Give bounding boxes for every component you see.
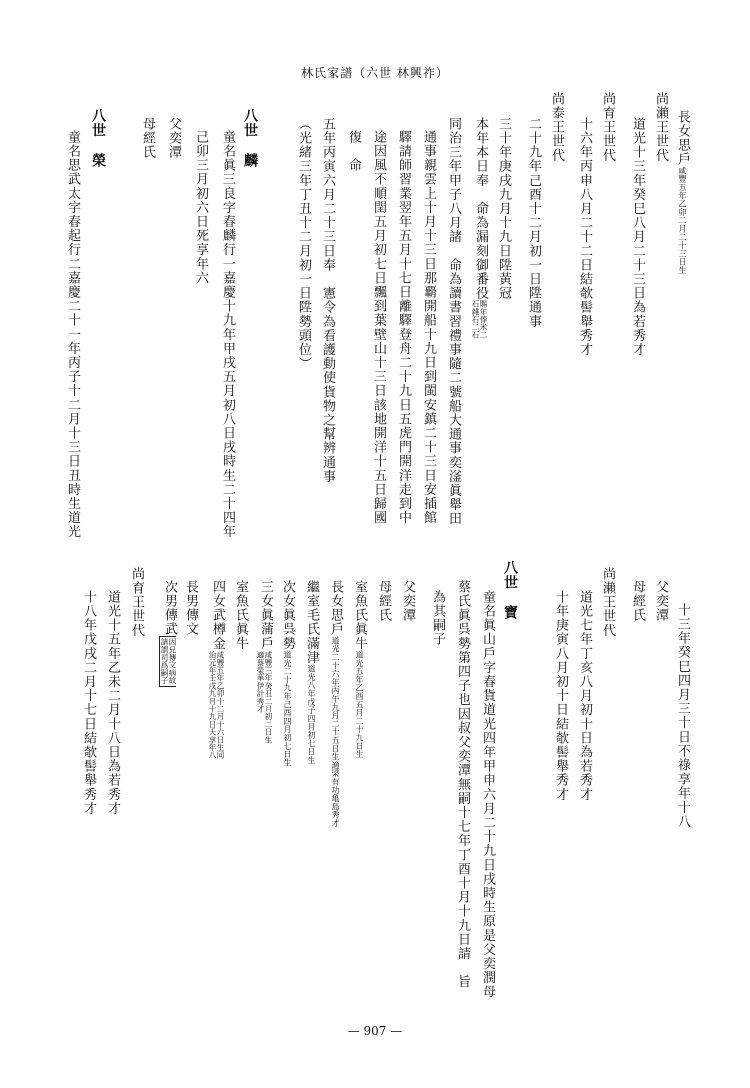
column-text: 母經氏 [140, 117, 155, 160]
upper-column-1 [653, 92, 667, 163]
column-text: 父奕潭 [653, 580, 668, 623]
column-text: 八世 麟 [242, 108, 258, 169]
column-note: 道光二十九年己酉四月初七日生 [283, 650, 292, 767]
column-boxed-note: 因兄傳文病故 請謂司爲嗣子 [160, 638, 177, 685]
column-text: 本年本日奉 命為漏刻御番役 [473, 117, 488, 301]
column-text: 次男傳武 [162, 580, 177, 637]
upper-column-10 [421, 130, 435, 525]
column-text: 尚瀨王世代 [653, 92, 668, 163]
column-text: 長女思戶 [328, 580, 343, 637]
column-text: 同治三年甲子八月諸 命為讀書習禮事隨二號船大通事奕滏眞舉田 [446, 117, 461, 526]
column-text: （光緒三年丁丑十二月初一日陞勢頭位） [296, 117, 311, 371]
upper-column-2 [630, 117, 644, 357]
page-number: — 907 — [347, 1024, 403, 1038]
column-text: 次女眞呉勢 [280, 580, 295, 651]
upper-column-5 [549, 92, 563, 163]
column-note-2: 適梁有功亀島秀才 [331, 760, 340, 828]
upper-column-22 [65, 130, 79, 539]
column-double-note: 咸豐五年乙卯十二月十六日生同 治元年壬戌九月十九日夭享年八 [208, 650, 225, 759]
column-text: 為其嗣子 [430, 590, 445, 647]
upper-column-9 [446, 117, 460, 526]
lower-column-2 [630, 580, 644, 622]
lower-column-16 [256, 580, 272, 743]
column-text: 復 命 [346, 130, 361, 173]
upper-column-21 [91, 108, 105, 168]
column-text: 尚泰王世代 [549, 92, 564, 163]
lower-column-21 [129, 567, 143, 638]
column-text: 道光七年丁亥八月初十日為若秀才 [577, 590, 592, 802]
lower-column-4 [577, 590, 591, 802]
lower-column-3 [600, 567, 614, 638]
column-text: 三十年庚戌九月十九日陞黃冠 [496, 117, 511, 301]
lower-column-5 [553, 590, 567, 802]
lower-column-17 [233, 580, 247, 651]
lower-column-11 [376, 580, 390, 622]
column-double-note: 賜年俸米二 石雜石二石 [471, 300, 488, 339]
column-text: 尚瀨王世代 [600, 567, 615, 638]
column-text: 十六年丙申八月二十二日結欹髻舉秀才 [577, 117, 592, 357]
column-text: 童名眞三良字春麟行一嘉慶十九年甲戌五月初八日戌時生二十四年 [220, 130, 235, 539]
lower-column-14 [304, 580, 318, 764]
column-text: 十八年戊戌二月十七日結欹髻舉秀才 [81, 590, 96, 816]
upper-column-13 [346, 130, 360, 172]
upper-column-6 [526, 117, 540, 329]
upper-column-7 [496, 117, 510, 300]
column-text: 童名眞山戶字春貨道光四年甲申六月二十九日戌時生原是父奕潤母 [480, 590, 495, 999]
lower-column-9 [430, 590, 444, 646]
column-text: 八世 寶 [502, 560, 518, 621]
column-note: 道光八年戊子四月初七日生 [307, 664, 316, 765]
column-text: 十三年癸巳四月三十日不祿享年十八 [675, 603, 690, 829]
lower-column-22 [105, 590, 119, 816]
column-text: 三女眞蒲戶 [258, 580, 273, 651]
lower-column-10 [400, 580, 414, 622]
page-header: 林氏家譜（六世 林興祚） [301, 66, 449, 80]
lower-column-6 [503, 560, 517, 620]
upper-column-11 [396, 130, 410, 525]
lower-column-19 [183, 580, 197, 636]
column-text: 五年丙寅六月二十三日奉 憲令為看護動使貨物之幫辨通事 [320, 117, 335, 484]
lower-column-23 [81, 590, 95, 816]
column-double-note: 咸豐三年癸丑二月初二日生 適蔡榮華伊計秀才 [256, 650, 273, 743]
upper-column-0 [675, 110, 689, 274]
column-text: 通事親雲上十月十三日那覇開船十九日到閩安鎮二十三日安插館 [421, 130, 436, 525]
column-text: 繼室毛氏滿津 [304, 580, 319, 665]
lower-column-20 [159, 580, 176, 687]
column-note: 咸豐五年乙卯二月二十三日生 [678, 166, 687, 275]
column-text: 尚育王世代 [600, 92, 615, 163]
upper-column-16 [243, 108, 257, 168]
upper-column-8 [471, 117, 487, 339]
column-text: 父奕潭 [400, 580, 415, 623]
lower-column-13 [328, 580, 342, 827]
column-text: 驛請師習業翌年五月十七日離驛登舟二十九日五虎門開洋走到中 [396, 130, 411, 525]
column-text: 八世 榮 [90, 108, 106, 169]
lower-column-8 [455, 580, 469, 989]
column-note: 道光五年乙酉五月二十九日生 [355, 650, 364, 759]
upper-column-17 [220, 130, 234, 539]
upper-column-20 [140, 117, 154, 159]
column-text: 長男傳文 [183, 580, 198, 637]
column-text: 母經氏 [376, 580, 391, 623]
lower-column-12 [352, 580, 366, 758]
column-text: 尚育王世代 [129, 567, 144, 638]
lower-column-1 [653, 580, 667, 622]
upper-column-19 [166, 117, 180, 159]
column-text: 己卯三月初六日死享年六 [193, 130, 208, 286]
upper-column-15 [296, 117, 310, 371]
lower-column-15 [280, 580, 294, 767]
column-text: 母經氏 [630, 580, 645, 623]
upper-column-4 [577, 117, 591, 357]
column-text: 道光十五年乙未二月十八日為若秀才 [105, 590, 120, 816]
column-text: 二十九年己酉十二月初一日陞通事 [526, 117, 541, 329]
upper-column-18 [193, 130, 207, 285]
lower-column-18 [208, 580, 224, 758]
column-text: 室魚氏眞牛 [352, 580, 367, 651]
lower-column-7 [480, 590, 494, 999]
column-text: 室魚氏眞牛 [233, 580, 248, 651]
column-text: 四女武樽金 [210, 580, 225, 651]
lower-column-0 [675, 603, 689, 829]
upper-column-12 [371, 130, 385, 525]
column-note: 道光二十六年丙午九月二十五日生 [331, 636, 340, 761]
column-text: 途因風不順閏五月初七日飄到葉壁山十三日該地開洋十五日歸國 [371, 130, 386, 525]
column-text: 童名思武太字春起行二嘉慶二十一年丙子十二月十三日丑時生道光 [65, 130, 80, 539]
column-text: 十年庚寅八月初十日結欹髻舉秀才 [553, 590, 568, 802]
column-text: 父奕潭 [166, 117, 181, 160]
upper-column-3 [600, 92, 614, 163]
upper-column-14 [320, 117, 334, 484]
column-text: 道光十三年癸巳八月二十三日為若秀才 [630, 117, 645, 357]
column-text: 長女思戶 [675, 110, 690, 167]
column-text: 蔡氏眞呉勢第四子也因叔父奕潭無嗣十七年丁酉十月十九日請 旨 [455, 580, 470, 989]
